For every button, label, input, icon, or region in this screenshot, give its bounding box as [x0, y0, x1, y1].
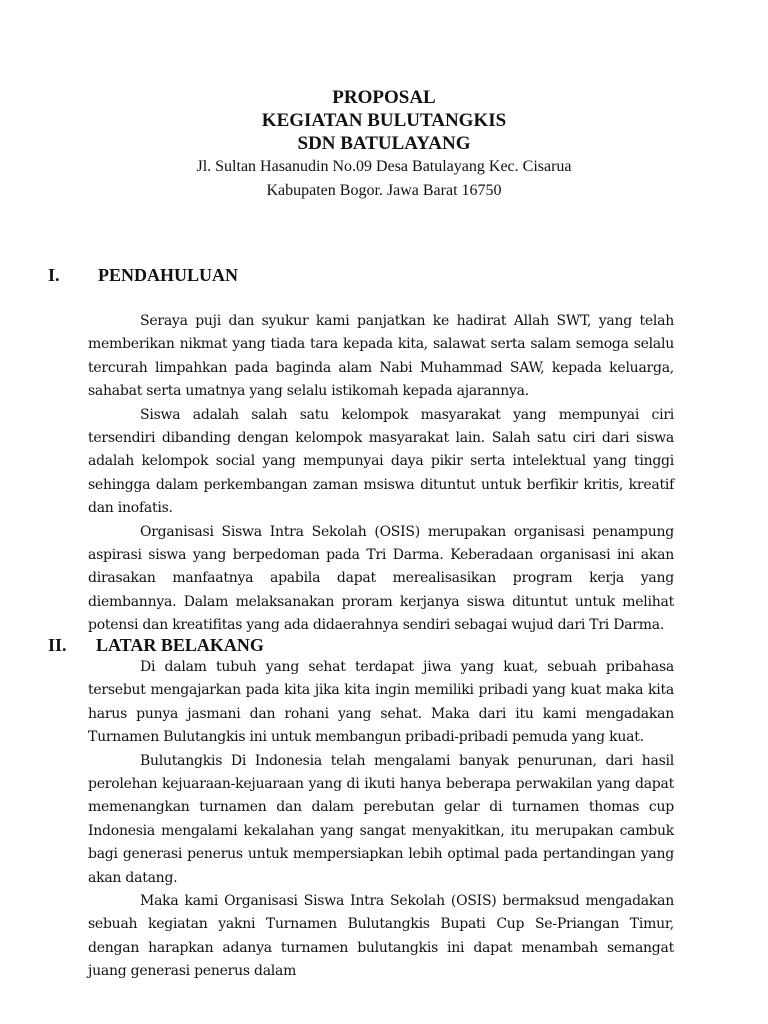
paragraph: Siswa adalah salah satu kelompok masyarakat yang mempunyai ciri tersendiri dibanding dengan kelompok masyarakat lain. Salah satu ciri dari siswa adalah kelompok social yang mempunyai daya pikir serta intelektual yang tinggi sehingga dalam perkembangan zaman msiswa dituntut untuk berfikir kritis, kreatif dan inofatis.	[88, 406, 674, 517]
school-name: SDN BATULAYANG	[297, 133, 471, 154]
section-heading-latar-belakang	[48, 634, 264, 656]
document-title: PROPOSAL	[332, 87, 436, 108]
section-title: LATAR BELAKANG	[96, 635, 264, 655]
document-subtitle: KEGIATAN BULUTANGKIS	[261, 110, 507, 131]
paragraph: Bulutangkis Di Indonesia telah mengalami banyak penurunan, dari hasil perolehan kejuaraan-kejuaraan yang di ikuti hanya beberapa perwakilan yang dapat memenangkan turnamen dan dalam perebutan gelar di turnamen thomas cup Indonesia mengalami kekalahan yang sangat menyakitkan, itu merupakan cambuk bagi generasi penerus untuk mempersiapkan lebih optimal pada pertandingan yang akan datang.	[88, 752, 674, 886]
paragraph: Seraya puji dan syukur kami panjatkan ke hadirat Allah SWT, yang telah memberikan nikmat yang tiada tara kepada kita, salawat serta salam semoga selalu tercurah limpahkan pada baginda alam Nabi Muhammad SAW, kepada keluarga, sahabat serta umatnya yang selalu istikomah kepada ajarannya.	[88, 313, 674, 400]
address-line-1: Jl. Sultan Hasanudin No.09 Desa Batulayang Kec. Cisarua	[196, 158, 572, 175]
section-body-latar-belakang	[88, 656, 674, 984]
address-line-2: Kabupaten Bogor. Jawa Barat 16750	[266, 182, 502, 199]
title-block	[0, 86, 768, 203]
section-number: I.	[48, 265, 60, 285]
paragraph: Maka kami Organisasi Siswa Intra Sekolah (OSIS) bermaksud mengadakan sebuah kegiatan yakni Turnamen Bulutangkis Bupati Cup Se-Priangan Timur, dengan harapkan adanya turnamen bulutangkis ini dapat menambah semangat juang generasi penerus dalam	[88, 893, 674, 980]
section-number: II.	[48, 635, 67, 655]
section-heading-pendahuluan	[48, 264, 238, 286]
paragraph: Organisasi Siswa Intra Sekolah (OSIS) merupakan organisasi penampung aspirasi siswa yang berpedoman pada Tri Darma. Keberadaan organisasi ini akan dirasakan manfaatnya apabila dapat merealisasikan program kerja yang diembannya. Dalam melaksanakan proram kerjanya siswa dituntut untuk melihat potensi dan kreatifitas yang ada didaerahnya sendiri sebagai wujud dari Tri Darma.	[88, 523, 674, 634]
section-body-pendahuluan	[88, 310, 674, 638]
section-title: PENDAHULUAN	[98, 265, 239, 285]
paragraph: Di dalam tubuh yang sehat terdapat jiwa yang kuat, sebuah pribahasa tersebut mengajarkan pada kita jika kita ingin memiliki pribadi yang kuat maka kita harus punya jasmani dan rohani yang sehat. Maka dari itu kami mengadakan Turnamen Bulutangkis ini untuk membangun pribadi-pribadi pemuda yang kuat.	[88, 659, 674, 746]
